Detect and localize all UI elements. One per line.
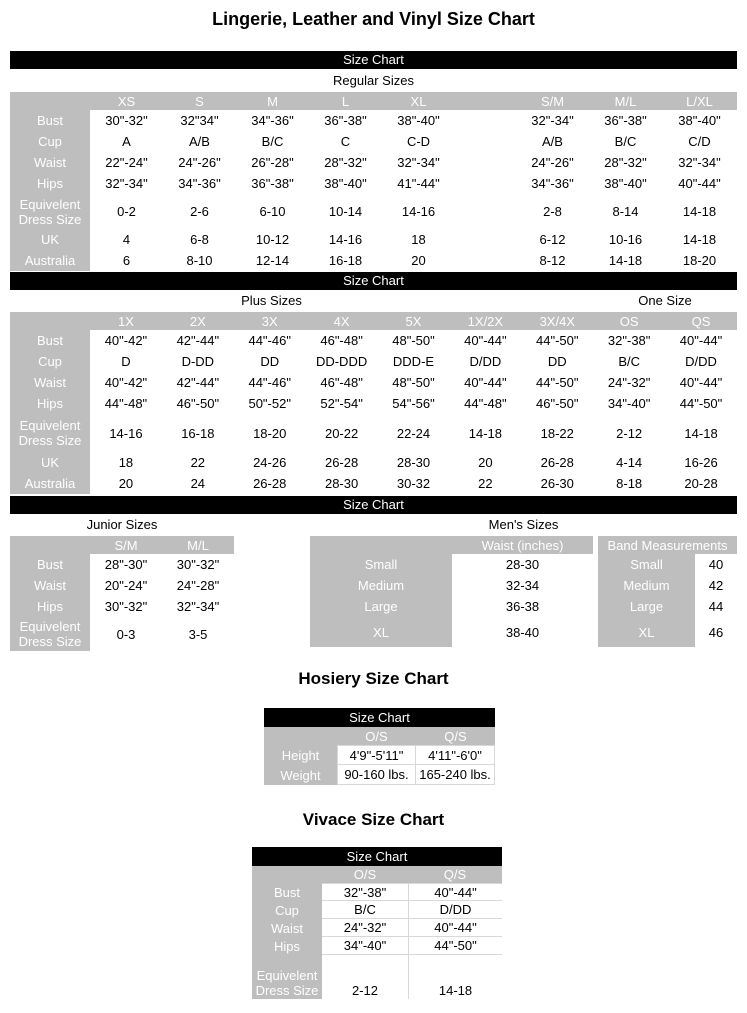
size-cell: 16-18 xyxy=(162,414,234,452)
row-label: UK xyxy=(10,452,90,473)
size-cell: D/DD xyxy=(408,901,502,919)
size-cell: 22 xyxy=(449,473,521,494)
column-header: S/M xyxy=(516,92,589,110)
size-cell: 40"-42" xyxy=(90,372,162,393)
size-cell: B/C xyxy=(589,131,662,152)
size-cell: 0-2 xyxy=(90,194,163,229)
empty-cell xyxy=(455,250,516,271)
size-cell: 22"-24" xyxy=(90,152,163,173)
row-label: Waist xyxy=(10,372,90,393)
header-gap-cell xyxy=(455,92,516,110)
size-cell: 3-5 xyxy=(162,617,234,651)
header-corner xyxy=(264,727,337,745)
size-cell: 46"-50" xyxy=(162,393,234,414)
size-cell: 28"-32" xyxy=(589,152,662,173)
hosiery-grid xyxy=(264,727,495,785)
size-cell: 14-18 xyxy=(449,414,521,452)
size-cell: 4-14 xyxy=(593,452,665,473)
size-cell: 32"-34" xyxy=(662,152,737,173)
size-cell: B/C xyxy=(593,351,665,372)
size-cell: 8-12 xyxy=(516,250,589,271)
row-label: Medium xyxy=(310,575,452,596)
row-label: Small xyxy=(310,554,452,575)
mens-sizes-label: Men's Sizes xyxy=(488,517,559,532)
size-cell: 18 xyxy=(382,229,455,250)
size-cell: 24"-26" xyxy=(516,152,589,173)
size-cell: 6-10 xyxy=(236,194,309,229)
size-cell: 46"-48" xyxy=(306,372,378,393)
size-cell: 30-32 xyxy=(378,473,450,494)
size-cell: 22-24 xyxy=(378,414,450,452)
header-corner xyxy=(10,312,90,330)
spacer-label xyxy=(252,955,322,966)
size-cell: 28-30 xyxy=(306,473,378,494)
size-cell: 14-16 xyxy=(90,414,162,452)
size-cell: A/B xyxy=(516,131,589,152)
size-cell: 32-34 xyxy=(452,575,593,596)
size-cell: 36"-38" xyxy=(236,173,309,194)
empty-cell xyxy=(455,110,516,131)
row-label: Hips xyxy=(10,596,90,617)
vivace-title: Vivace Size Chart xyxy=(302,810,445,829)
size-cell: 40"-44" xyxy=(449,372,521,393)
row-label: Waist xyxy=(10,152,90,173)
column-header: 3X xyxy=(234,312,306,330)
row-label: XL xyxy=(310,617,452,647)
size-cell: 34"-40" xyxy=(593,393,665,414)
size-cell: C xyxy=(309,131,382,152)
size-chart-header-bar xyxy=(10,272,737,290)
row-label: Equivelent Dress Size xyxy=(252,966,322,999)
size-cell: 38"-40" xyxy=(382,110,455,131)
size-cell: 20 xyxy=(449,452,521,473)
row-label: Medium xyxy=(598,575,695,596)
column-header: L/XL xyxy=(662,92,737,110)
size-cell: 14-18 xyxy=(665,414,737,452)
size-cell: 40"-44" xyxy=(662,173,737,194)
size-cell: 6 xyxy=(90,250,163,271)
junior-mens-labels xyxy=(10,514,737,536)
size-cell: 46 xyxy=(695,617,737,647)
size-cell: 44"-50" xyxy=(665,393,737,414)
size-cell: 4 xyxy=(90,229,163,250)
vivace-size-chart-bar xyxy=(252,847,502,866)
size-cell: 40"-44" xyxy=(665,330,737,351)
lingerie-size-chart xyxy=(10,51,737,651)
row-label: Bust xyxy=(10,554,90,575)
row-label: Cup xyxy=(10,131,90,152)
size-cell: 40"-42" xyxy=(90,330,162,351)
header-corner xyxy=(10,92,90,110)
column-header: Q/S xyxy=(408,866,502,883)
size-chart-header-bar xyxy=(10,51,737,69)
row-label: Height xyxy=(264,745,337,765)
plus-sizes-label: Plus Sizes xyxy=(241,293,302,308)
size-cell: 44"-50" xyxy=(408,937,502,955)
size-cell: 48"-50" xyxy=(378,330,450,351)
size-cell: 8-10 xyxy=(163,250,236,271)
size-cell: 41"-44" xyxy=(382,173,455,194)
size-cell: D-DD xyxy=(162,351,234,372)
size-cell: 38-40 xyxy=(452,617,593,647)
hosiery-size-chart-bar xyxy=(264,708,495,727)
row-label: UK xyxy=(10,229,90,250)
spacer-cell xyxy=(322,955,408,966)
one-size-label: One Size xyxy=(638,293,692,308)
size-cell: 36"-38" xyxy=(589,110,662,131)
size-cell: 14-18 xyxy=(662,229,737,250)
size-cell: 24"-26" xyxy=(163,152,236,173)
row-label: Australia xyxy=(10,250,90,271)
size-chart-bar-label: Size Chart xyxy=(349,710,410,725)
size-cell: 40 xyxy=(695,554,737,575)
size-cell: 38"-40" xyxy=(589,173,662,194)
column-header: S xyxy=(163,92,236,110)
size-cell: 28-30 xyxy=(378,452,450,473)
row-label: Bust xyxy=(252,883,322,901)
row-label: Hips xyxy=(10,393,90,414)
row-label: Bust xyxy=(10,330,90,351)
header-corner xyxy=(252,866,322,883)
size-cell: 50"-52" xyxy=(234,393,306,414)
row-label: Waist xyxy=(10,575,90,596)
size-cell: 28"-32" xyxy=(309,152,382,173)
size-cell: 40"-44" xyxy=(408,883,502,901)
size-cell: 34"-36" xyxy=(236,110,309,131)
size-cell: 34"-36" xyxy=(516,173,589,194)
size-cell: 2-6 xyxy=(163,194,236,229)
size-cell: 38"-40" xyxy=(662,110,737,131)
size-cell: 32"34" xyxy=(163,110,236,131)
column-header: M/L xyxy=(589,92,662,110)
size-cell: 32"-34" xyxy=(162,596,234,617)
size-cell: 18-20 xyxy=(662,250,737,271)
size-cell: 44"-48" xyxy=(90,393,162,414)
size-cell: 90-160 lbs. xyxy=(337,765,416,785)
plus-section-labels xyxy=(10,290,737,312)
size-cell: 26"-28" xyxy=(236,152,309,173)
empty-cell xyxy=(455,131,516,152)
column-header: 2X xyxy=(162,312,234,330)
column-header: S/M xyxy=(90,536,162,554)
size-cell: D/DD xyxy=(665,351,737,372)
size-cell: 28-30 xyxy=(452,554,593,575)
size-cell: 44"-48" xyxy=(449,393,521,414)
size-cell: 20-28 xyxy=(665,473,737,494)
vivace-table xyxy=(252,847,502,999)
column-header: XS xyxy=(90,92,163,110)
row-label: Cup xyxy=(252,901,322,919)
regular-sizes-table xyxy=(10,92,737,271)
size-cell: 165-240 lbs. xyxy=(416,765,495,785)
column-header: O/S xyxy=(337,727,416,745)
vivace-grid xyxy=(252,866,502,999)
size-cell: 44"-50" xyxy=(521,372,593,393)
empty-cell xyxy=(455,152,516,173)
size-cell: DD-DDD xyxy=(306,351,378,372)
column-header: M/L xyxy=(162,536,234,554)
size-cell: 34"-36" xyxy=(163,173,236,194)
size-cell: 6-12 xyxy=(516,229,589,250)
size-cell: C/D xyxy=(662,131,737,152)
size-cell: 46"-48" xyxy=(306,330,378,351)
size-cell: 14-16 xyxy=(382,194,455,229)
empty-cell xyxy=(455,229,516,250)
size-cell: 18 xyxy=(90,452,162,473)
size-cell: B/C xyxy=(322,901,408,919)
size-chart-bar-label: Size Chart xyxy=(343,497,404,512)
size-chart-bar-label: Size Chart xyxy=(346,849,408,864)
size-chart-header-bar xyxy=(10,496,737,514)
size-chart-bar-label: Size Chart xyxy=(343,273,404,288)
page-title: Lingerie, Leather and Vinyl Size Chart xyxy=(212,9,535,29)
size-cell: 44"-46" xyxy=(234,330,306,351)
column-header: OS xyxy=(593,312,665,330)
size-cell: 30"-32" xyxy=(162,554,234,575)
regular-sizes-label: Regular Sizes xyxy=(333,73,414,88)
size-cell: 24-26 xyxy=(234,452,306,473)
row-label: Hips xyxy=(10,173,90,194)
size-cell: 8-14 xyxy=(589,194,662,229)
size-cell: 16-18 xyxy=(309,250,382,271)
column-header: M xyxy=(236,92,309,110)
size-cell: 46"-50" xyxy=(521,393,593,414)
size-cell: DDD-E xyxy=(378,351,450,372)
row-label: Equivelent Dress Size xyxy=(10,414,90,452)
size-cell: 44"-46" xyxy=(234,372,306,393)
size-cell: 10-12 xyxy=(236,229,309,250)
plus-sizes-table xyxy=(10,312,737,494)
size-cell: 4'9"-5'11" xyxy=(337,745,416,765)
size-cell: DD xyxy=(234,351,306,372)
size-cell: 10-14 xyxy=(309,194,382,229)
size-cell: 44"-50" xyxy=(521,330,593,351)
size-cell: 18-20 xyxy=(234,414,306,452)
column-header: Q/S xyxy=(416,727,495,745)
size-cell: 42"-44" xyxy=(162,372,234,393)
size-cell: 36-38 xyxy=(452,596,593,617)
size-cell: 24 xyxy=(162,473,234,494)
row-label: Australia xyxy=(10,473,90,494)
size-cell: 40"-44" xyxy=(408,919,502,937)
hosiery-title: Hosiery Size Chart xyxy=(298,669,449,688)
size-cell: 32"-34" xyxy=(382,152,455,173)
size-cell: 2-12 xyxy=(593,414,665,452)
row-label: Hips xyxy=(252,937,322,955)
column-header: 3X/4X xyxy=(521,312,593,330)
size-cell: 32"-34" xyxy=(90,173,163,194)
column-header: 1X/2X xyxy=(449,312,521,330)
size-cell: 36"-38" xyxy=(309,110,382,131)
size-cell: 30"-32" xyxy=(90,596,162,617)
size-cell: 14-18 xyxy=(662,194,737,229)
row-label: Weight xyxy=(264,765,337,785)
size-chart-document xyxy=(0,8,747,1013)
size-cell: 14-18 xyxy=(589,250,662,271)
hosiery-table xyxy=(264,708,495,785)
size-cell: 28"-30" xyxy=(90,554,162,575)
size-cell: 0-3 xyxy=(90,617,162,651)
size-cell: D xyxy=(90,351,162,372)
size-cell: 6-8 xyxy=(163,229,236,250)
row-label: Small xyxy=(598,554,695,575)
size-cell: 34"-40" xyxy=(322,937,408,955)
size-cell: 22 xyxy=(162,452,234,473)
size-chart-bar-label: Size Chart xyxy=(343,52,404,67)
size-cell: 24"-32" xyxy=(322,919,408,937)
size-cell: 26-28 xyxy=(234,473,306,494)
size-cell: 26-30 xyxy=(521,473,593,494)
size-cell: 2-8 xyxy=(516,194,589,229)
size-cell: D/DD xyxy=(449,351,521,372)
size-cell: DD xyxy=(521,351,593,372)
column-header: QS xyxy=(665,312,737,330)
size-cell: C-D xyxy=(382,131,455,152)
size-cell: 26-28 xyxy=(521,452,593,473)
size-cell: A xyxy=(90,131,163,152)
column-header: 5X xyxy=(378,312,450,330)
size-cell: 42 xyxy=(695,575,737,596)
size-cell: 54"-56" xyxy=(378,393,450,414)
row-label: Equivelent Dress Size xyxy=(10,194,90,229)
size-cell: 20-22 xyxy=(306,414,378,452)
size-cell: 20 xyxy=(90,473,162,494)
size-cell: 24"-32" xyxy=(593,372,665,393)
size-cell: 14-18 xyxy=(408,966,502,999)
size-cell: 20 xyxy=(382,250,455,271)
size-cell: 12-14 xyxy=(236,250,309,271)
size-cell: B/C xyxy=(236,131,309,152)
junior-mens-row xyxy=(10,536,737,651)
size-cell: 42"-44" xyxy=(162,330,234,351)
size-cell: 40"-44" xyxy=(665,372,737,393)
size-cell: 44 xyxy=(695,596,737,617)
column-header: L xyxy=(309,92,382,110)
size-cell: 32"-34" xyxy=(516,110,589,131)
size-cell: 20"-24" xyxy=(90,575,162,596)
column-header: 4X xyxy=(306,312,378,330)
header-corner xyxy=(310,536,452,554)
column-header: O/S xyxy=(322,866,408,883)
size-cell: 48"-50" xyxy=(378,372,450,393)
row-label: Waist xyxy=(252,919,322,937)
row-label: XL xyxy=(598,617,695,647)
row-label: Large xyxy=(310,596,452,617)
row-label: Bust xyxy=(10,110,90,131)
size-cell: 2-12 xyxy=(322,966,408,999)
size-cell: 4'11"-6'0" xyxy=(416,745,495,765)
junior-sizes-label: Junior Sizes xyxy=(86,517,158,532)
size-cell: 24"-28" xyxy=(162,575,234,596)
band-measurements-header: Band Measurements xyxy=(598,536,737,554)
size-cell: 40"-44" xyxy=(449,330,521,351)
size-cell: 32"-38" xyxy=(593,330,665,351)
size-cell: 32"-38" xyxy=(322,883,408,901)
waist-inches-header: Waist (inches) xyxy=(452,536,593,554)
size-cell: 18-22 xyxy=(521,414,593,452)
mens-sizes-table xyxy=(310,536,737,647)
header-corner xyxy=(10,536,90,554)
column-header: 1X xyxy=(90,312,162,330)
size-cell: 38"-40" xyxy=(309,173,382,194)
row-label: Cup xyxy=(10,351,90,372)
spacer-cell xyxy=(408,955,502,966)
size-cell: 8-18 xyxy=(593,473,665,494)
size-cell: A/B xyxy=(163,131,236,152)
row-label: Large xyxy=(598,596,695,617)
row-label: Equivelent Dress Size xyxy=(10,617,90,651)
junior-sizes-table xyxy=(10,536,234,651)
column-header: XL xyxy=(382,92,455,110)
empty-cell xyxy=(455,194,516,229)
size-cell: 10-16 xyxy=(589,229,662,250)
size-cell: 30"-32" xyxy=(90,110,163,131)
size-cell: 26-28 xyxy=(306,452,378,473)
empty-cell xyxy=(455,173,516,194)
size-cell: 16-26 xyxy=(665,452,737,473)
size-cell: 52"-54" xyxy=(306,393,378,414)
size-cell: 14-16 xyxy=(309,229,382,250)
